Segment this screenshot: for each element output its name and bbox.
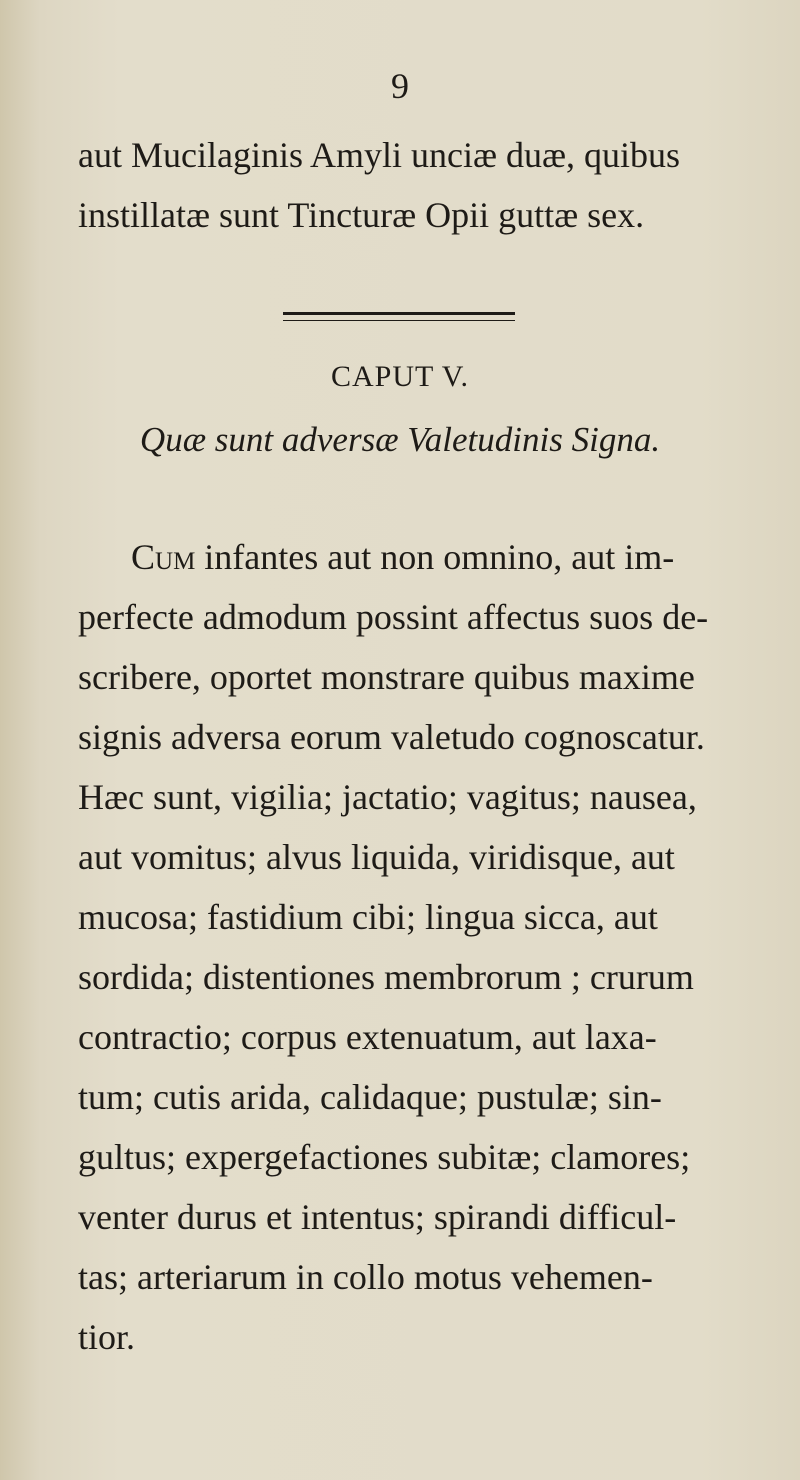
body-line: tior. bbox=[78, 1317, 136, 1357]
body-line: tas; arteriarum in collo motus vehemen- bbox=[78, 1257, 653, 1297]
chapter-title: CAPUT V. bbox=[330, 360, 470, 393]
page-number: 9 bbox=[391, 66, 409, 106]
text-line: aut Mucilaginis Amyli unciæ duæ, quibus bbox=[78, 135, 680, 175]
body-line: tum; cutis arida, calidaque; pustulæ; sin- bbox=[78, 1077, 662, 1117]
body-line: signis adversa eorum valetudo cognoscatur. bbox=[78, 717, 705, 757]
first-body-line bbox=[131, 537, 674, 577]
body-line: contractio; corpus extenuatum, aut laxa- bbox=[78, 1017, 657, 1057]
text-line: instillatæ sunt Tincturæ Opii guttæ sex. bbox=[78, 195, 645, 235]
initial-word: Cum bbox=[131, 537, 196, 577]
body-line: venter durus et intentus; spirandi difficul- bbox=[78, 1197, 677, 1237]
first-line-rest: infantes aut non omnino, aut im- bbox=[195, 537, 675, 577]
chapter-subtitle: Quæ sunt adversæ Valetudinis Signa. bbox=[139, 420, 661, 459]
body-line: gultus; expergefactiones subitæ; clamores; bbox=[78, 1137, 691, 1177]
body-line: scribere, oportet monstrare quibus maxime bbox=[78, 657, 695, 697]
section-rule-thick bbox=[283, 312, 515, 315]
body-line: mucosa; fastidium cibi; lingua sicca, aut bbox=[78, 897, 658, 937]
body-line: perfecte admodum possint affectus suos de- bbox=[78, 597, 709, 637]
section-rule-thin bbox=[283, 320, 515, 321]
body-line: Hæc sunt, vigilia; jactatio; vagitus; nausea, bbox=[78, 777, 697, 817]
body-line: sordida; distentiones membrorum ; crurum bbox=[78, 957, 694, 997]
body-line: aut vomitus; alvus liquida, viridisque, aut bbox=[78, 837, 675, 877]
